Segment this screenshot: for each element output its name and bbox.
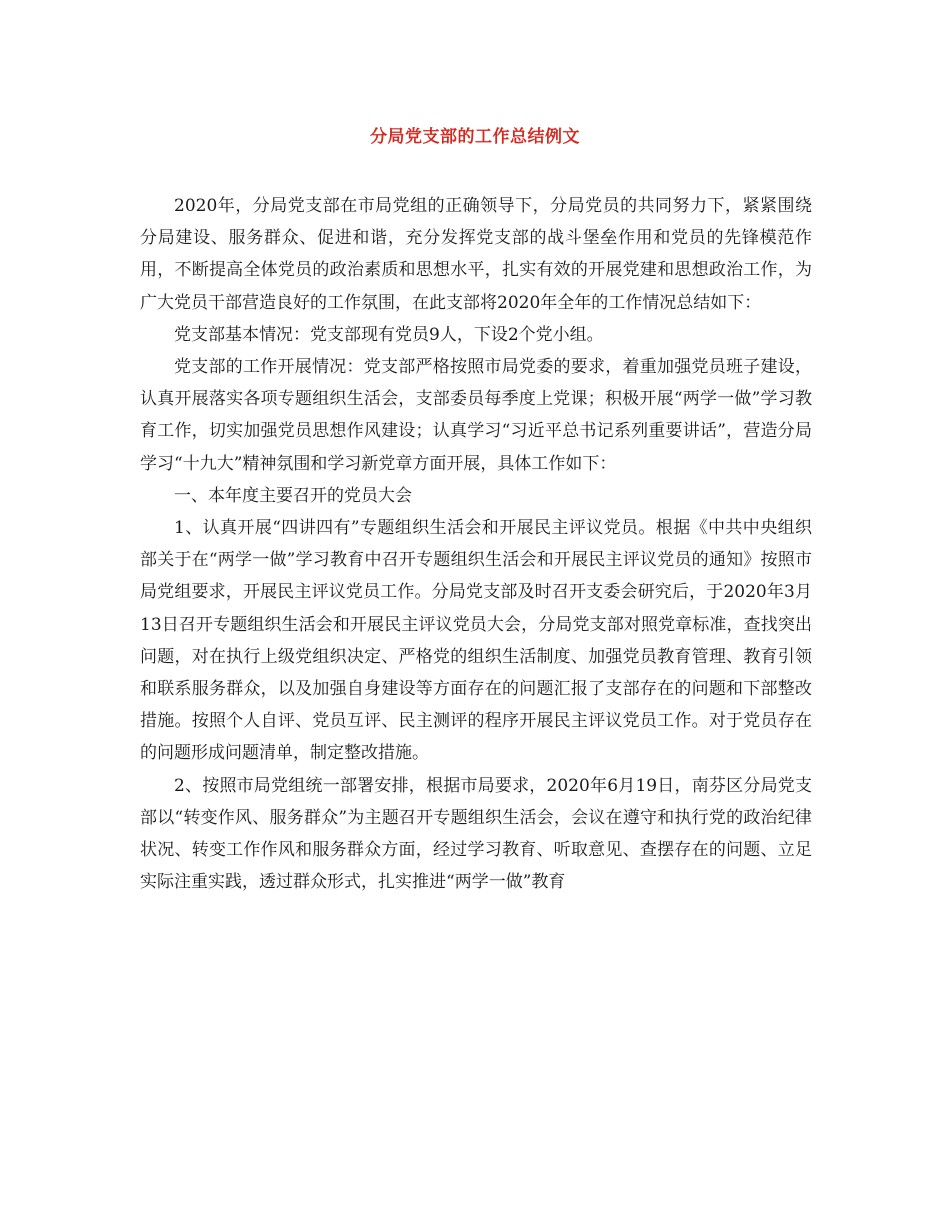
section-heading-1: 一、本年度主要召开的党员大会 <box>174 485 412 506</box>
paragraph-intro: 2020年，分局党支部在市局党组的正确领导下，分局党员的共同努力下，紧紧围绕分局建设、服务群众、促进和谐，充分发挥党支部的战斗堡垒作用和党员的先锋模范作用，不断提高全体党员的政治素质和思想水平，扎实有效的开展党建和思想政治工作，为广大党员干部营造良好的工作氛围，在此支部将2020年全年的工作情况总结如下： <box>140 196 812 313</box>
document-title: 分局党支部的工作总结例文 <box>370 127 580 147</box>
paragraph-item-1: 1、认真开展“四讲四有”专题组织生活会和开展民主评议党员。根据《中共中央组织部关于在“两学一做”学习教育中召开专题组织生活会和开展民主评议党员的通知》按照市局党组要求，开展民主评议党员工作。分局党支部及时召开支委会研究后，于2020年3月13日召开专题组织生活会和开展民主评议党员大会，分局党支部对照党章标准，查找突出问题，对在执行上级党组织决定、严格党的组织生活制度、加强党员教育管理、教育引领和联系服务群众，以及加强自身建设等方面存在的问题汇报了支部存在的问题和下部整改措施。按照个人自评、党员互评、民主测评的程序开展民主评议党员工作。对于党员存在的问题形成问题清单，制定整改措施。 <box>140 518 812 764</box>
paragraph-work-overview: 党支部的工作开展情况：党支部严格按照市局党委的要求，着重加强党员班子建设，认真开展落实各项专题组织生活会，支部委员每季度上党课；积极开展“两学一做”学习教育工作，切实加强党员思想作风建设；认真学习“习近平总书记系列重要讲话”，营造分局学习“十九大”精神氛围和学习新党章方面开展，具体工作如下： <box>140 357 812 474</box>
document-body <box>140 190 812 898</box>
paragraph-basic-info: 党支部基本情况：党支部现有党员9人，下设2个党小组。 <box>174 324 604 345</box>
paragraph-item-2: 2、按照市局党组统一部署安排，根据市局要求，2020年6月19日，南芬区分局党支部以“转变作风、服务群众”为主题召开专题组织生活会，会议在遵守和执行党的政治纪律状况、转变工作作风和服务群众方面，经过学习教育、听取意见、查摆存在的问题、立足实际注重实践，透过群众形式，扎实推进“两学一做”教育 <box>140 775 812 893</box>
